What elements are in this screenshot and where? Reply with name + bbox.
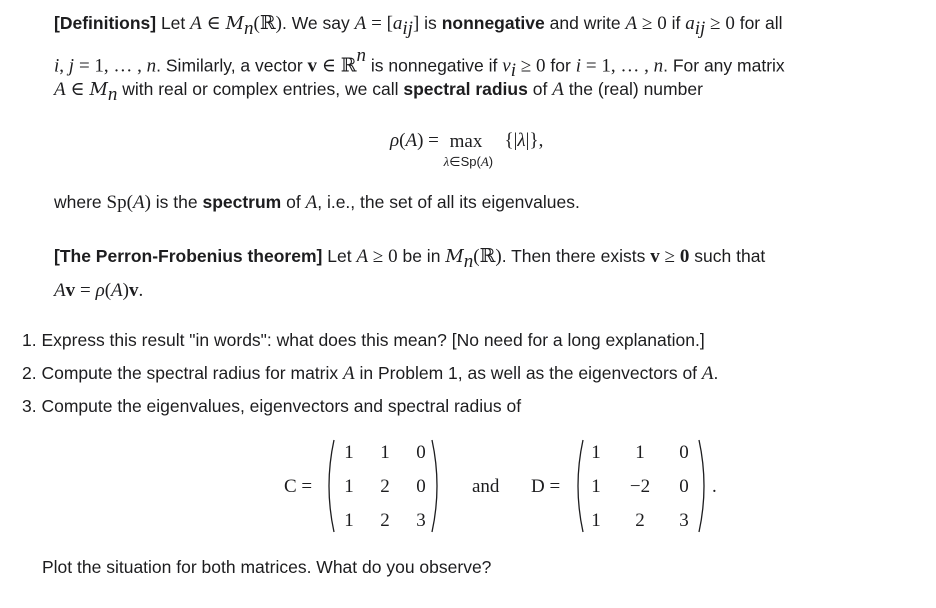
matrix-c-cell: 1 [344, 442, 354, 463]
definitions-label: [Definitions] [54, 13, 157, 33]
matrix-d [571, 438, 711, 534]
matrix-c-cell: 1 [380, 442, 390, 463]
question-1: 1. Express this result "in words": what does this mean? [No need for a long explanation.] [22, 330, 705, 350]
matrix-d-label: D = [531, 476, 561, 497]
matrix-d-cell: 2 [635, 510, 645, 531]
matrix-c-cell: 1 [344, 476, 354, 497]
right-paren-icon [697, 438, 711, 534]
matrix-c-cell: 2 [380, 476, 390, 497]
theorem-line-2: Av = ρ(A)v. [54, 280, 144, 301]
question-3: 3. Compute the eigenvalues, eigenvectors and spectral radius of [22, 396, 522, 416]
matrix-d-cell: 1 [591, 476, 601, 497]
closing-question: Plot the situation for both matrices. What do you observe? [42, 557, 492, 577]
theorem-label: [The Perron-Frobenius theorem] [54, 246, 323, 266]
matrix-c-cell: 0 [416, 476, 426, 497]
matrix-d-cell: 1 [591, 510, 601, 531]
definitions-line-1: [Definitions] Let A ∈ $M_n(ℝ)$. We say $A = [a_{ij}]$ is nonnegative and write A ≥ 0 if $a_{ij} \ge 0$ for all [54, 13, 783, 39]
matrix-end-period: . [712, 476, 717, 497]
matrix-d-cell: 1 [591, 442, 601, 463]
matrix-c-cell: 2 [380, 510, 390, 531]
spectral-radius-formula: ρ(A) = max λ∈Sp(A) {|λ|}, [390, 130, 544, 169]
matrix-d-cell: 1 [635, 442, 645, 463]
matrix-d-cell: 3 [679, 510, 689, 531]
matrix-c [322, 438, 442, 534]
matrix-c-label: C = [284, 476, 313, 497]
question-2: 2. Compute the spectral radius for matrix A in Problem 1, as well as the eigenvectors of A. [22, 363, 719, 384]
and-text: and [472, 476, 500, 497]
definitions-line-4: where Sp(A) is the spectrum of A, i.e., the set of all its eigenvalues. [54, 192, 580, 213]
theorem-line-1: [The Perron-Frobenius theorem] Let A ≥ 0 be in $M_n(ℝ)$. Then there exists v ≥ 0 such that [54, 246, 766, 272]
definitions-line-3: A ∈ $M_n$ with real or complex entries, we call spectral radius of A the (real) number [54, 79, 703, 105]
matrix-d-cell: 0 [679, 442, 689, 463]
definitions-line-2: i, j = 1, … , n. Similarly, a vector v ∈ ℝ$^n$ is nonnegative if $v_i \ge 0$ for i = 1, … , n. For any matrix [54, 45, 785, 82]
left-paren-icon [322, 438, 336, 534]
matrix-c-cell: 0 [416, 442, 426, 463]
matrix-d-cell: −2 [629, 476, 651, 497]
matrix-c-cell: 1 [344, 510, 354, 531]
matrix-c-cell: 3 [416, 510, 426, 531]
matrix-d-cell: 0 [679, 476, 689, 497]
right-paren-icon [430, 438, 444, 534]
